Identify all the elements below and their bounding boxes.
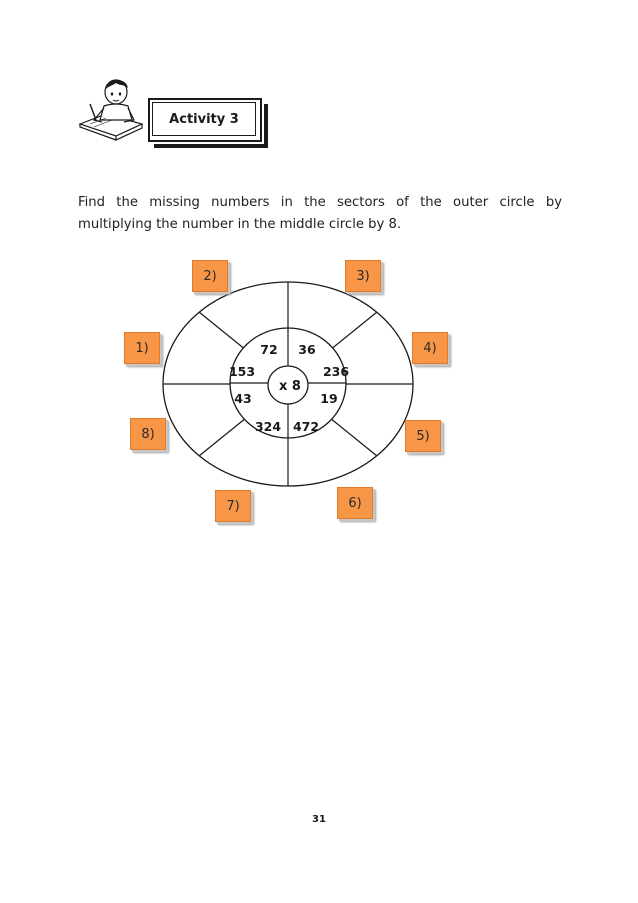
inner-number: 43: [234, 391, 252, 406]
center-multiplier: x 8: [279, 379, 301, 394]
inner-number: 236: [322, 364, 350, 379]
sector-label-1: 1): [124, 332, 160, 364]
instruction-text: Find the missing numbers in the sectors of the outer circle by multiplying the number in the middle circle by 8.: [78, 195, 562, 232]
inner-number: 472: [292, 419, 320, 434]
inner-number: 19: [320, 391, 338, 406]
inner-number: 72: [260, 342, 278, 357]
sector-label-4: 4): [412, 332, 448, 364]
sector-label-8: 8): [130, 418, 166, 450]
sector-label-7: 7): [215, 490, 251, 522]
inner-number: 36: [298, 342, 316, 357]
inner-number: 153: [228, 364, 256, 379]
sector-label-2: 2): [192, 260, 228, 292]
sector-label-3: 3): [345, 260, 381, 292]
sector-label-6: 6): [337, 487, 373, 519]
page-number: 31: [312, 814, 326, 825]
sector-label-5: 5): [405, 420, 441, 452]
inner-number: 324: [254, 419, 282, 434]
activity-title: Activity 3: [152, 102, 256, 136]
